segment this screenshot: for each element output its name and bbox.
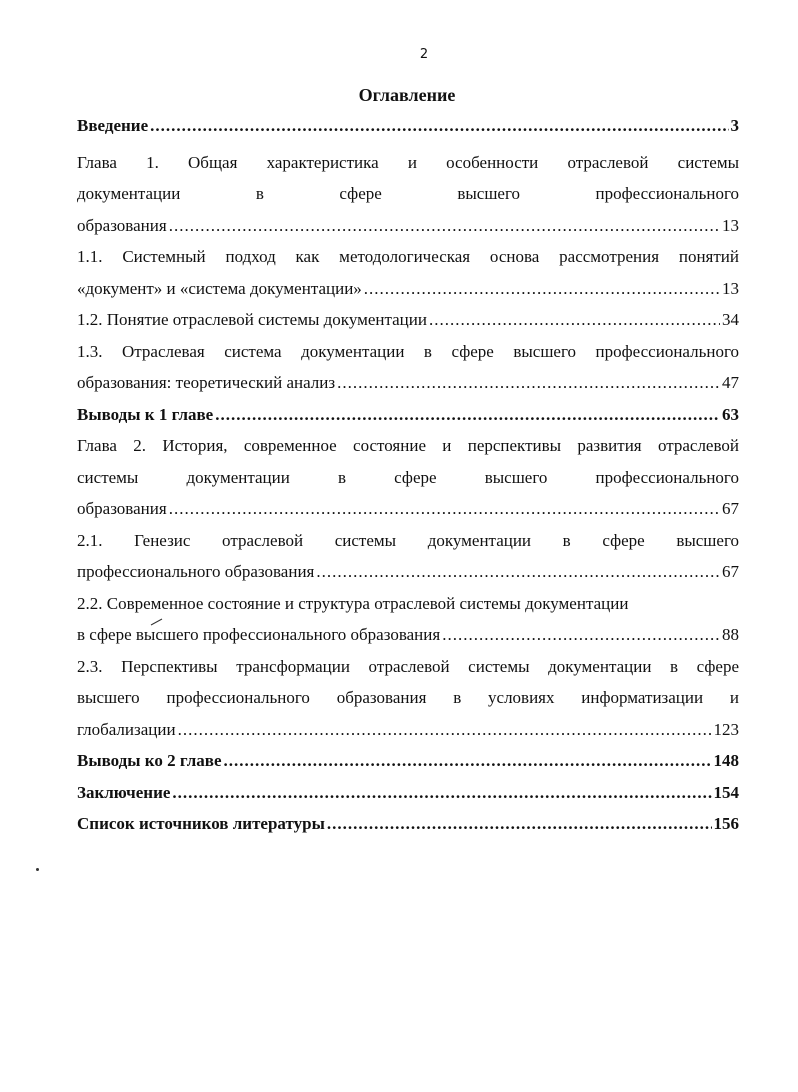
pen-stroke-mark (150, 617, 164, 627)
toc-entry-references[interactable] (77, 808, 739, 840)
dot-leader (337, 367, 720, 399)
toc-entry-section-2-3[interactable] (77, 651, 739, 746)
entry-label: 1.2. Понятие отраслевой системы документации (77, 310, 427, 329)
dot-leader (429, 304, 720, 336)
table-of-contents (77, 110, 739, 840)
toc-entry-section-1-3[interactable] (77, 336, 739, 399)
entry-page-number: 13 (722, 278, 739, 298)
entry-page-number: 88 (722, 625, 739, 644)
entry-label: образования (77, 499, 167, 518)
entry-line: системы документации в сфере высшего профессионального (77, 467, 739, 487)
entry-label: в сфере высшего профессионального образования (77, 625, 441, 644)
entry-page-number: 13 (722, 215, 739, 235)
entry-label: образования (77, 215, 167, 235)
entry-label: Список источников литературы (77, 814, 325, 833)
entry-page-number: 148 (713, 751, 739, 770)
dot-leader (215, 399, 720, 431)
entry-line: 2.3. Перспективы трансформации отраслевой системы документации в сфере (77, 656, 739, 676)
entry-line: высшего профессионального образования в условиях информатизации и (77, 688, 739, 707)
dot-leader (316, 556, 720, 588)
dot-leader (327, 808, 712, 840)
toc-entry-introduction[interactable] (77, 110, 739, 142)
entry-label: глобализации (77, 719, 176, 739)
toc-entry-section-1-2[interactable] (77, 304, 739, 336)
toc-title: Оглавление (358, 85, 456, 105)
entry-page-number: 3 (730, 116, 739, 135)
page-number: 2 (419, 47, 429, 62)
entry-line: 2.2. Современное состояние и структура отраслевой системы документации (77, 593, 629, 613)
entry-page-number: 67 (722, 562, 739, 581)
entry-label: Введение (77, 116, 149, 135)
dot-leader (150, 110, 728, 142)
dot-leader (224, 745, 712, 777)
entry-label: образования: теоретический анализ (77, 373, 336, 392)
entry-page-number: 154 (713, 782, 739, 802)
dot-leader (172, 777, 711, 809)
entry-label: Заключение (77, 782, 171, 802)
entry-label: профессионального образования (77, 562, 315, 581)
dot-leader (178, 714, 712, 746)
entry-page-number: 63 (722, 404, 739, 424)
entry-page-number: 34 (722, 310, 739, 329)
toc-entry-conclusions-chapter-2[interactable] (77, 745, 739, 777)
entry-line: 1.1. Системный подход как методологическая основа рассмотрения понятий (77, 247, 739, 266)
entry-page-number: 67 (722, 499, 739, 518)
entry-line: 2.1. Генезис отраслевой системы документации в сфере высшего (77, 530, 739, 550)
toc-entry-section-2-1[interactable] (77, 525, 739, 588)
entry-label: Выводы к 1 главе (77, 404, 214, 424)
toc-entry-chapter-1[interactable] (77, 147, 739, 242)
dot-leader (169, 493, 720, 525)
entry-line: документации в сфере высшего профессионального (77, 184, 739, 203)
toc-entry-chapter-2[interactable] (77, 430, 739, 525)
toc-entry-section-2-2[interactable] (77, 588, 739, 651)
entry-page-number: 123 (713, 719, 739, 739)
entry-label: Выводы ко 2 главе (77, 751, 222, 770)
entry-page-number: 156 (713, 814, 739, 833)
dot-leader (442, 619, 720, 651)
entry-line: Глава 2. История, современное состояние и перспективы развития отраслевой (77, 436, 739, 455)
entry-page-number: 47 (722, 373, 739, 392)
entry-label: «документ» и «система документации» (77, 278, 362, 298)
toc-entry-section-1-1[interactable] (77, 241, 739, 304)
dot-leader (364, 273, 720, 305)
toc-entry-conclusion[interactable] (77, 777, 739, 809)
stray-mark (36, 868, 39, 871)
entry-line: 1.3. Отраслевая система документации в сфере высшего профессионального (77, 341, 739, 361)
entry-line: Глава 1. Общая характеристика и особенности отраслевой системы (77, 152, 739, 172)
toc-entry-conclusions-chapter-1[interactable] (77, 399, 739, 431)
dot-leader (169, 210, 720, 242)
